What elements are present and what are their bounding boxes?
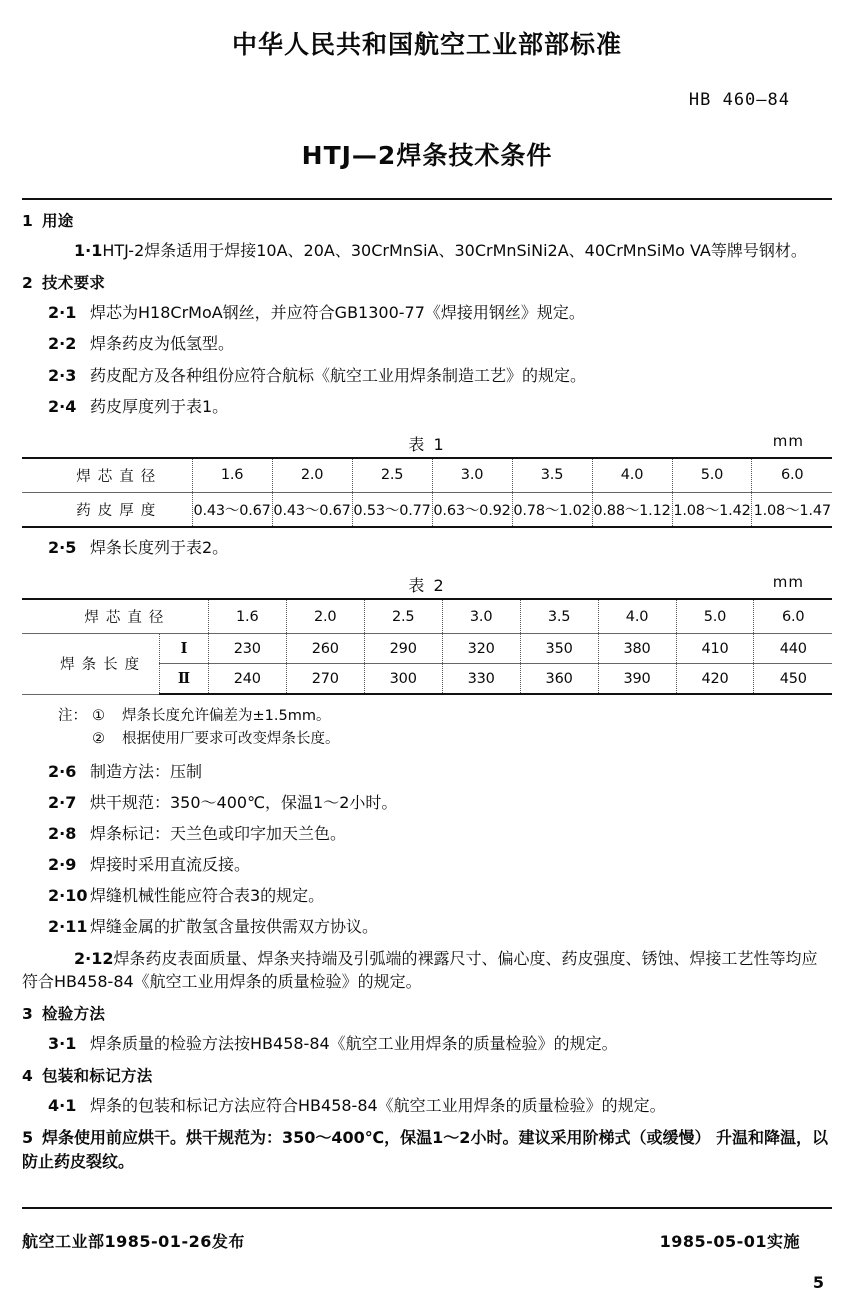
table-1-header-row [22,458,832,493]
clause-number-2-7: 2·7 [48,792,77,812]
table-2-diameter-cell: 6.0 [754,599,832,634]
clause-number-2-9: 2·9 [48,855,77,875]
table-2-length2-cell: 390 [598,664,676,695]
table-2-diameter-cell: 3.0 [442,599,520,634]
clause-2-11 [22,915,832,938]
page-number: 5 [812,1273,824,1292]
table-1-thickness-cell: 1.08～1.47 [752,492,832,527]
table-1-diameter-cell: 2.0 [272,458,352,493]
section-number-4: 4 [22,1067,34,1086]
table-2-length1-cell: 380 [598,634,676,664]
table-2-diameter-cell: 3.5 [520,599,598,634]
table-1-caption-row [22,432,832,454]
table-2-type-label-2: Ⅱ [160,664,209,695]
section-number-1: 1 [22,212,34,230]
standard-number: HB 460—84 [688,90,790,110]
clause-number-2-3: 2·3 [48,365,77,385]
page-footer [22,1229,832,1252]
table-2-length1-cell: 320 [442,634,520,664]
footer-issue-date: 航空工业部1985-01-26发布 [22,1232,245,1251]
table-2-diameter-cell: 2.0 [286,599,364,634]
note-text-1: 焊条长度允许偏差为±1.5mm。 [122,708,331,725]
section-number-2: 2 [22,274,34,293]
clause-2-7 [22,791,832,814]
table-1 [22,457,832,528]
table-2-caption: 表 2 [408,576,446,596]
section-title-2: 技术要求 [42,274,106,293]
clause-number-2-4: 2·4 [48,396,77,416]
table-1-thickness-cell: 0.53～0.77 [352,492,432,527]
clause-text-2-11: 焊缝金属的扩散氢含量按供需双方协议。 [90,917,379,937]
clause-text-2-6: 制造方法：压制 [90,761,203,781]
section-heading-1 [22,209,832,231]
section-number-3: 3 [22,1005,34,1023]
table-1-block [22,432,832,528]
clause-2-12 [22,947,832,993]
clause-number-2-10: 2·10 [48,886,88,906]
section-title-1: 用途 [42,212,74,230]
table-2-diameter-cell: 2.5 [364,599,442,634]
notes-label: 注： [58,708,87,725]
table-1-diameter-cell: 3.5 [512,458,592,493]
footer-divider [22,1207,832,1209]
clause-2-1 [22,301,832,324]
table-2-unit: mm [772,573,804,592]
clause-2-5 [22,536,832,559]
table-1-row-label-diameter: 焊芯直径 [22,458,192,493]
clause-2-2 [22,332,832,355]
table-1-thickness-cell: 0.43～0.67 [272,492,352,527]
table-2-diameter-cell: 5.0 [676,599,754,634]
clause-text-2-5: 焊条长度列于表2。 [90,537,229,557]
table-2-diameter-cell: 4.0 [598,599,676,634]
table-2-length2-cell: 330 [442,664,520,695]
section-number-5: 5 [22,1128,34,1148]
section-heading-2 [22,271,832,293]
table-1-diameter-cell: 3.0 [432,458,512,493]
table-2-notes [22,705,832,751]
table-1-thickness-cell: 0.78～1.02 [512,492,592,527]
table-2-diameter-cell: 1.6 [208,599,286,634]
clause-number-2-2: 2·2 [48,334,77,354]
table-2-block [22,573,832,751]
clause-1-1 [22,239,832,262]
clause-number-2-1: 2·1 [48,303,77,323]
clause-2-3 [22,364,832,387]
table-2-length1-cell: 290 [364,634,442,664]
table-2-length1-cell: 350 [520,634,598,664]
section-5-paragraph [22,1126,832,1174]
table-1-unit: mm [772,431,804,450]
section-heading-4 [22,1064,832,1086]
standard-number-row [22,90,832,110]
clause-text-2-1: 焊芯为H18CrMoA钢丝，并应符合GB1300-77《焊接用钢丝》规定。 [90,303,585,323]
table-2-length2-cell: 270 [286,664,364,695]
note-text-2: 根据使用厂要求可改变焊条长度。 [122,731,340,748]
clause-number-4-1: 4·1 [48,1096,77,1116]
table-1-thickness-cell: 1.08～1.42 [672,492,752,527]
clause-number-2-6: 2·6 [48,761,77,781]
table-2-type-label-1: Ⅰ [160,634,209,664]
table-2-length1-cell: 230 [208,634,286,664]
section-title-3: 检验方法 [42,1005,106,1023]
table-2-length2-cell: 300 [364,664,442,695]
clause-text-2-12: 焊条药皮表面质量、焊条夹持端及引弧端的裸露尺寸、偏心度、药皮强度、锈蚀、焊接工艺性等均应符合HB458-84《航空工业用焊条的质量检验》的规定。 [22,948,818,991]
table-2-length1-cell: 260 [286,634,364,664]
table-2-header-row [22,599,832,634]
clause-number-1-1: 1·1 [74,241,103,260]
issuer-title: 中华人民共和国航空工业部部标准 [231,30,622,59]
clause-3-1 [22,1032,832,1055]
section-title-4: 包装和标记方法 [42,1067,153,1086]
clause-text-2-9: 焊接时采用直流反接。 [90,855,251,875]
header-divider [22,198,832,200]
section-heading-3 [22,1002,832,1024]
table-2-length1-cell: 440 [754,634,832,664]
clause-text-2-4: 药皮厚度列于表1。 [90,396,229,416]
footer-effective-date: 1985-05-01实施 [659,1232,800,1251]
clause-text-2-10: 焊缝机械性能应符合表3的规定。 [90,886,325,906]
table-2-note-2 [22,728,832,751]
table-2-length2-cell: 450 [754,664,832,695]
clause-text-3-1: 焊条质量的检验方法按HB458-84《航空工业用焊条的质量检验》的规定。 [90,1034,618,1053]
clause-text-4-1: 焊条的包装和标记方法应符合HB458-84《航空工业用焊条的质量检验》的规定。 [90,1096,666,1116]
clause-text-1-1: HTJ-2焊条适用于焊接10A、20A、30CrMnSiA、30CrMnSiNi2A、40CrMnSiMo VA等牌号钢材。 [102,241,807,260]
note-marker-1: ① [92,708,105,725]
clause-2-10 [22,884,832,907]
table-2-row-label-diameter: 焊芯直径 [22,599,208,634]
table-1-thickness-row [22,492,832,527]
clause-number-2-8: 2·8 [48,823,77,843]
table-1-thickness-cell: 0.63～0.92 [432,492,512,527]
clause-number-2-12: 2·12 [74,948,114,968]
table-2-length2-cell: 420 [676,664,754,695]
clause-2-8 [22,822,832,845]
table-1-diameter-cell: 6.0 [752,458,832,493]
table-2-length1-cell: 410 [676,634,754,664]
clause-number-3-1: 3·1 [48,1034,77,1053]
clause-2-4 [22,395,832,418]
clause-4-1 [22,1094,832,1117]
page-title: HTJ—2焊条技术条件 [301,141,553,170]
table-1-caption: 表 1 [408,434,446,454]
clause-text-2-3: 药皮配方及各种组份应符合航标《航空工业用焊条制造工艺》的规定。 [90,365,587,385]
table-1-diameter-cell: 2.5 [352,458,432,493]
table-2-length2-cell: 240 [208,664,286,695]
clause-number-2-11: 2·11 [48,917,88,937]
clause-text-2-8: 焊条标记：天兰色或印字加天兰色。 [90,823,347,843]
table-1-thickness-cell: 0.88～1.12 [592,492,672,527]
clause-text-2-7: 烘干规范：350～400℃，保温1～2小时。 [90,792,398,812]
clause-number-2-5: 2·5 [48,537,77,557]
table-2-caption-row [22,573,832,595]
table-1-row-label-thickness: 药皮厚度 [22,492,192,527]
table-2 [22,598,832,695]
note-marker-2: ② [92,731,105,748]
clause-text-2-2: 焊条药皮为低氢型。 [90,334,235,354]
section-text-5: 焊条使用前应烘干。烘干规范为：350～400℃，保温1～2小时。建议采用阶梯式（或缓慢） 升温和降温，以防止药皮裂纹。 [22,1128,829,1172]
table-1-thickness-cell: 0.43～0.67 [192,492,272,527]
table-2-note-1 [22,705,832,728]
table-2-row-label-length: 焊条长度 [22,634,160,695]
clause-2-9 [22,853,832,876]
table-1-diameter-cell: 1.6 [192,458,272,493]
table-1-diameter-cell: 4.0 [592,458,672,493]
clause-2-6 [22,760,832,783]
table-1-diameter-cell: 5.0 [672,458,752,493]
table-2-length2-cell: 360 [520,664,598,695]
table-2-length-row-1 [22,634,832,664]
